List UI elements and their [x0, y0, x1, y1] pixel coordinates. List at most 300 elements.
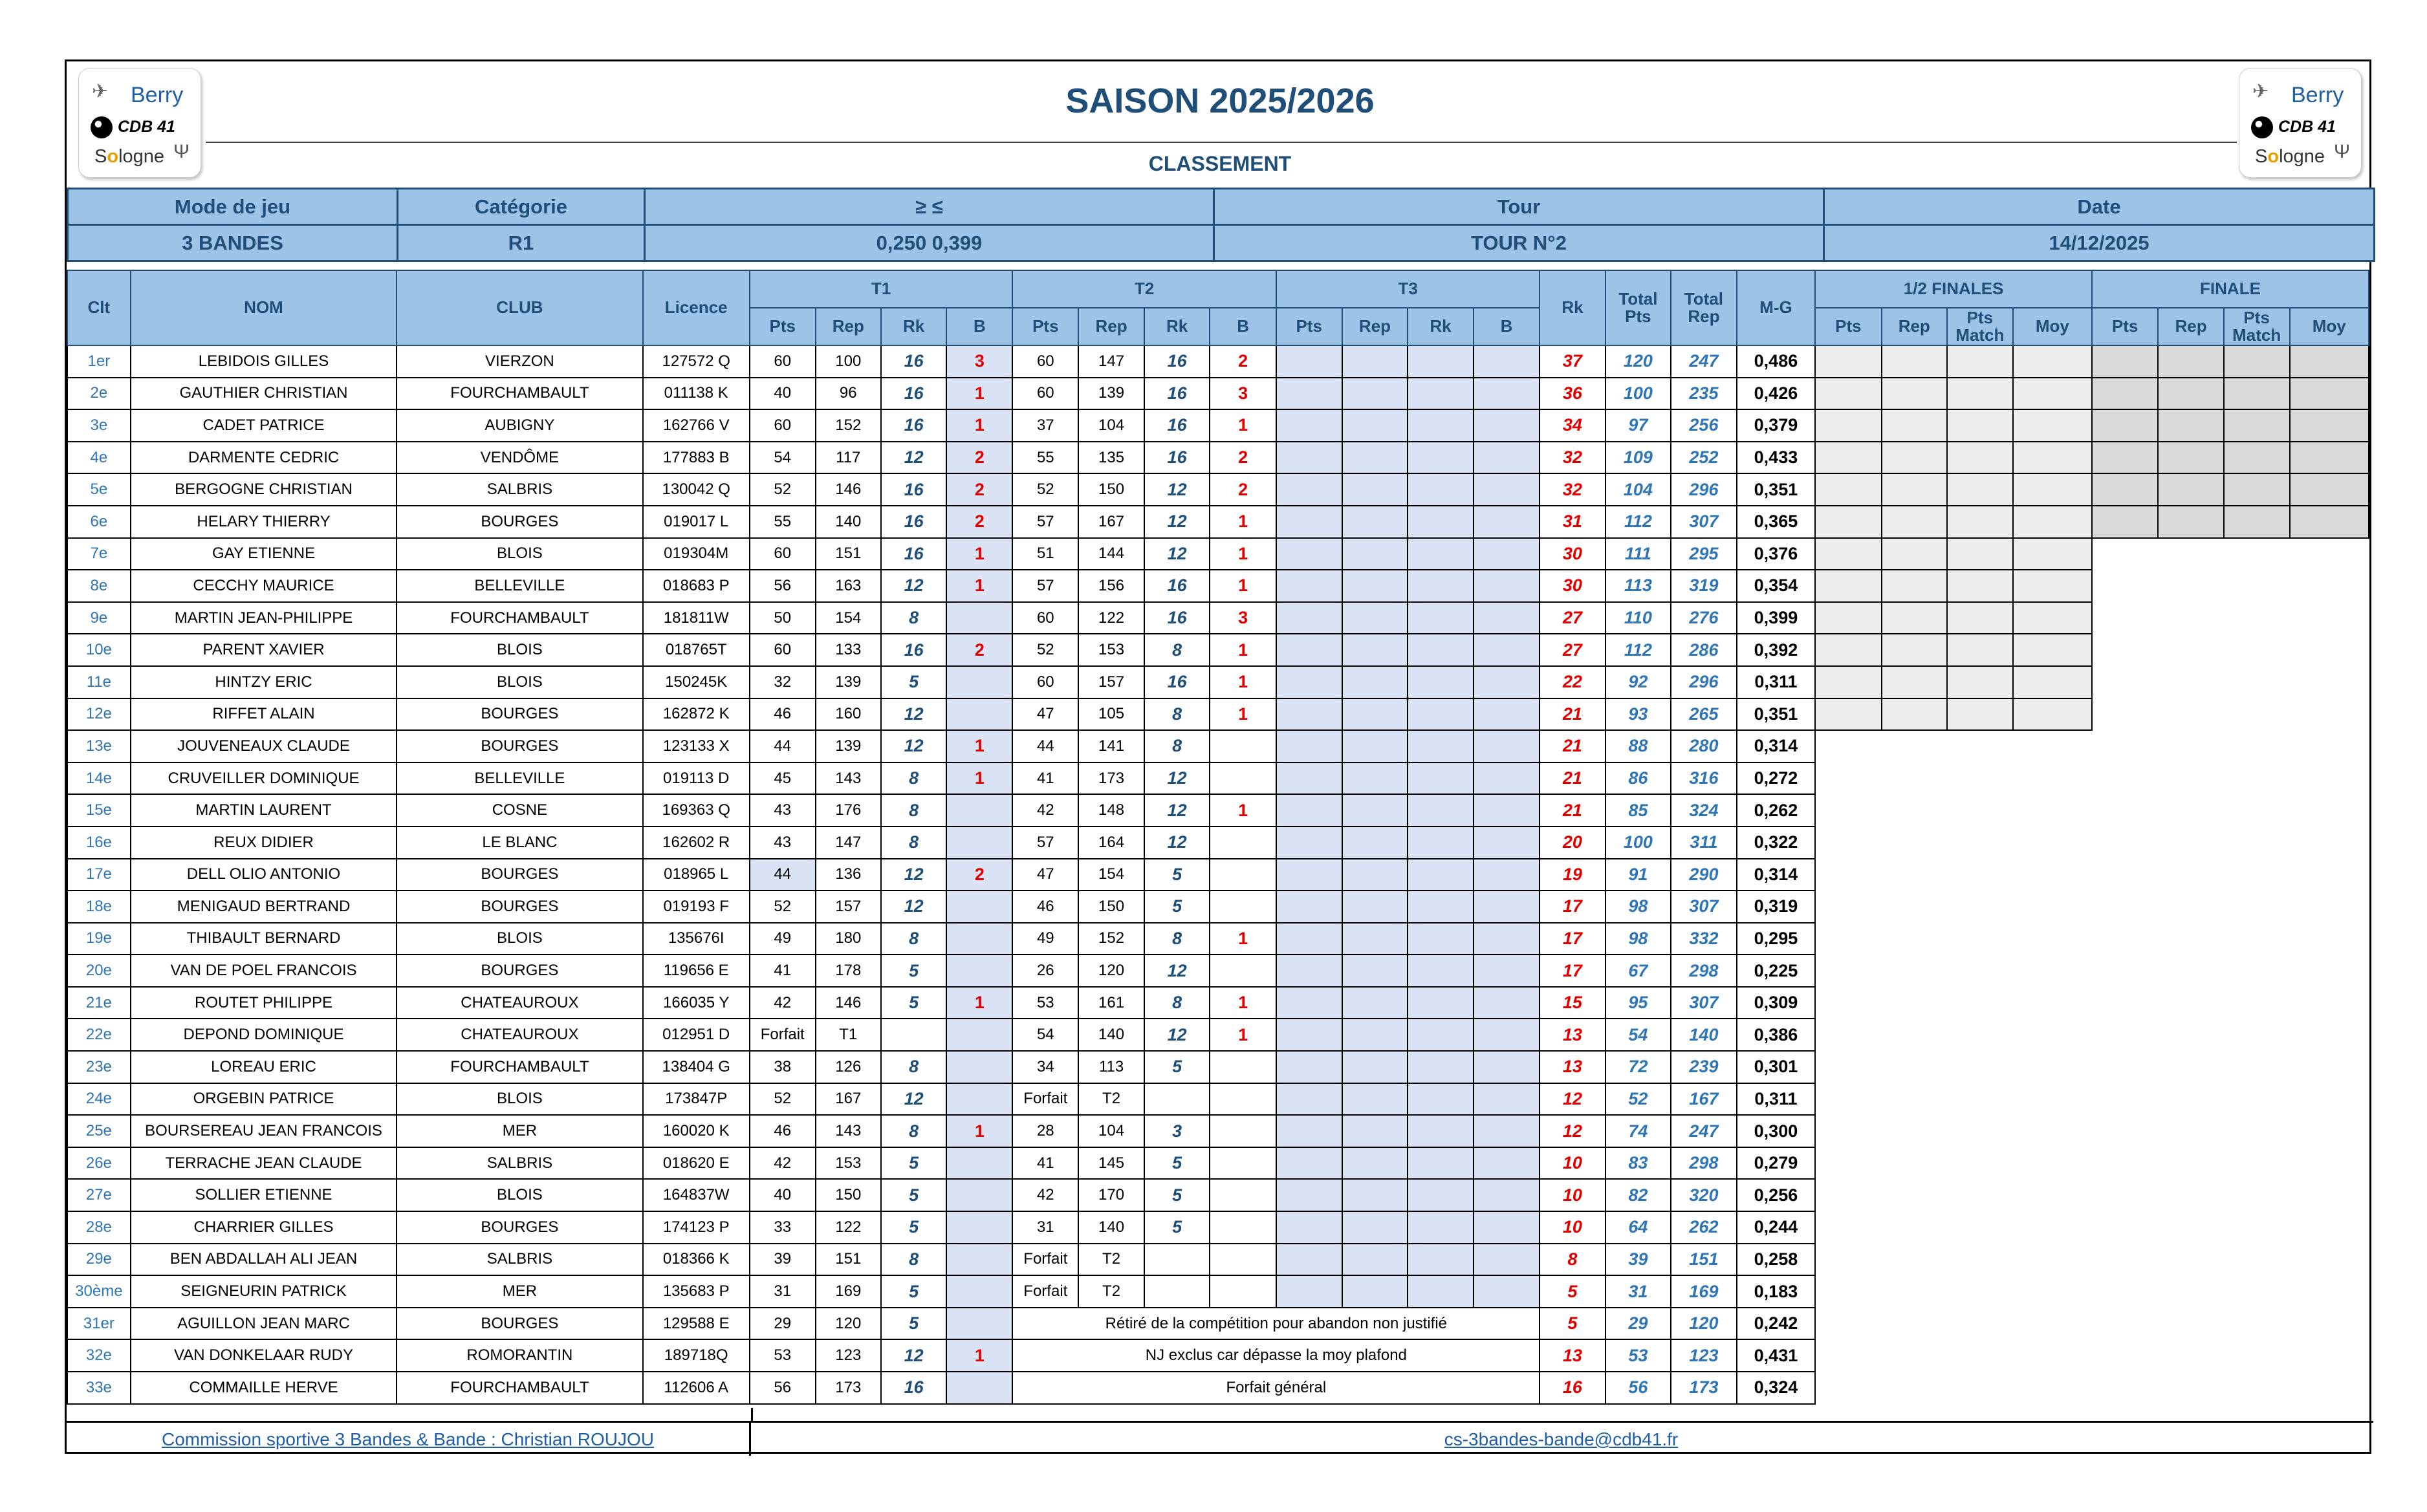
total-rep: 262: [1671, 1211, 1737, 1244]
total-rep: 319: [1671, 570, 1737, 602]
empty-cell: [2224, 1083, 2290, 1116]
t3-rk: [1408, 859, 1474, 891]
col-finale: FINALE: [2092, 270, 2369, 308]
subcol-final-moy: Moy: [2013, 308, 2092, 345]
empty-cell: [2158, 1019, 2223, 1051]
empty-cell: [1947, 1019, 2013, 1051]
col-t1: T1: [750, 270, 1013, 308]
demi-final-cell: [1947, 634, 2013, 666]
player-name: MENIGAUD BERTRAND: [131, 891, 397, 923]
final-cell: [2224, 345, 2290, 378]
empty-cell: [2092, 891, 2158, 923]
empty-cell: [1947, 730, 2013, 762]
t3-rk: [1408, 506, 1474, 538]
t2-rep: 161: [1078, 987, 1144, 1019]
licence-number: 011138 K: [643, 378, 750, 410]
t2-b: 1: [1210, 666, 1276, 698]
rank-cell: 9e: [67, 602, 131, 634]
total-rep: 167: [1671, 1083, 1737, 1116]
demi-final-cell: [2013, 698, 2092, 731]
footer: [67, 1421, 2373, 1456]
table-row: [67, 1019, 2369, 1051]
t1-rk: 16: [881, 473, 946, 506]
table-row: [67, 794, 2369, 826]
title-divider: [206, 142, 2237, 143]
t1-b: 1: [946, 762, 1012, 795]
t2-rk: 16: [1144, 442, 1210, 474]
final-cell: [2092, 442, 2158, 474]
empty-cell: [2158, 891, 2223, 923]
t2-rep: 167: [1078, 506, 1144, 538]
t2-pts: 41: [1012, 1147, 1078, 1180]
t1-rep: 151: [816, 538, 881, 570]
club-name: BOURGES: [397, 955, 642, 987]
licence-number: 019304M: [643, 538, 750, 570]
rank-cell: 27e: [67, 1179, 131, 1211]
t2-rep: 154: [1078, 859, 1144, 891]
commission-link[interactable]: Commission sportive 3 Bandes & Bande : Christian ROUJOU: [67, 1423, 751, 1456]
player-name: DARMENTE CEDRIC: [131, 442, 397, 474]
t3-rep: [1342, 634, 1408, 666]
table-row: [67, 1115, 2369, 1147]
t2-rep: T2: [1078, 1083, 1144, 1116]
t3-rep: [1342, 442, 1408, 474]
t1-rk: 5: [881, 1147, 946, 1180]
empty-cell: [2224, 1275, 2290, 1308]
empty-cell: [2224, 1051, 2290, 1083]
t2-pts: 47: [1012, 859, 1078, 891]
t3-rep: [1342, 345, 1408, 378]
remark-cell: Forfait général: [1012, 1372, 1540, 1404]
t3-pts: [1276, 698, 1342, 731]
t1-b: [946, 1372, 1012, 1404]
t2-rk: 5: [1144, 891, 1210, 923]
rank-cell: 22e: [67, 1019, 131, 1051]
total-rep: 295: [1671, 538, 1737, 570]
final-cell: [2158, 473, 2223, 506]
player-name: DELL OLIO ANTONIO: [131, 859, 397, 891]
empty-cell: [2092, 955, 2158, 987]
t1-rep: 140: [816, 506, 881, 538]
t1-rk: 12: [881, 442, 946, 474]
col-club: CLUB: [397, 270, 642, 345]
average-mg: 0,365: [1737, 506, 1815, 538]
total-pts: 56: [1605, 1372, 1671, 1404]
empty-cell: [2290, 730, 2369, 762]
rank-cell: 31er: [67, 1308, 131, 1340]
table-row: [67, 1339, 2369, 1372]
t3-rep: [1342, 859, 1408, 891]
licence-number: 130042 Q: [643, 473, 750, 506]
t1-rep: T1: [816, 1019, 881, 1051]
table-row: [67, 506, 2369, 538]
t2-rk: 12: [1144, 1019, 1210, 1051]
t2-rep: 144: [1078, 538, 1144, 570]
final-cell: [2158, 506, 2223, 538]
logo-berry: Berry: [2291, 83, 2344, 107]
empty-cell: [2158, 698, 2223, 731]
demi-final-cell: [1815, 666, 1881, 698]
rank-total: 21: [1540, 762, 1605, 795]
final-cell: [2290, 442, 2369, 474]
t2-rk: 5: [1144, 1211, 1210, 1244]
rank-cell: 1er: [67, 345, 131, 378]
demi-final-cell: [1947, 442, 2013, 474]
page-subtitle: CLASSEMENT: [1148, 152, 1292, 175]
subcol-rk: Rk: [1144, 308, 1210, 345]
t2-pts: 52: [1012, 473, 1078, 506]
total-pts: 86: [1605, 762, 1671, 795]
empty-cell: [2158, 826, 2223, 859]
t1-rep: 117: [816, 442, 881, 474]
final-cell: [2224, 409, 2290, 442]
table-row: [67, 345, 2369, 378]
t2-pts: 49: [1012, 923, 1078, 955]
demi-final-cell: [1882, 698, 1947, 731]
t3-b: [1474, 1211, 1540, 1244]
t1-rep: 100: [816, 345, 881, 378]
average-mg: 0,351: [1737, 698, 1815, 731]
total-pts: 91: [1605, 859, 1671, 891]
t1-rk: 5: [881, 1308, 946, 1340]
club-name: FOURCHAMBAULT: [397, 378, 642, 410]
empty-cell: [1815, 762, 1881, 795]
average-mg: 0,272: [1737, 762, 1815, 795]
total-pts: 111: [1605, 538, 1671, 570]
total-rep: 286: [1671, 634, 1737, 666]
demi-final-cell: [2013, 345, 2092, 378]
t1-pts: 43: [750, 794, 816, 826]
empty-cell: [2158, 1147, 2223, 1180]
empty-cell: [2013, 891, 2092, 923]
club-name: BLOIS: [397, 1179, 642, 1211]
rank-cell: 11e: [67, 666, 131, 698]
player-name: HELARY THIERRY: [131, 506, 397, 538]
table-row: [67, 1244, 2369, 1276]
rank-total: 16: [1540, 1372, 1605, 1404]
bird-icon: ✈: [92, 81, 109, 102]
t2-pts: 37: [1012, 409, 1078, 442]
empty-cell: [2290, 666, 2369, 698]
empty-cell: [1947, 1051, 2013, 1083]
demi-final-cell: [1815, 473, 1881, 506]
player-name: SOLLIER ETIENNE: [131, 1179, 397, 1211]
t2-rep: 156: [1078, 570, 1144, 602]
table-row: [67, 826, 2369, 859]
demi-final-cell: [1815, 442, 1881, 474]
average-mg: 0,433: [1737, 442, 1815, 474]
empty-cell: [2224, 923, 2290, 955]
t1-rk: 5: [881, 1211, 946, 1244]
licence-number: 112606 A: [643, 1372, 750, 1404]
player-name: ROUTET PHILIPPE: [131, 987, 397, 1019]
email-link[interactable]: cs-3bandes-bande@cdb41.fr: [1444, 1429, 1679, 1449]
t1-rk: 12: [881, 1083, 946, 1116]
demi-final-cell: [2013, 602, 2092, 634]
subcol-pts: Pts: [1276, 308, 1342, 345]
average-mg: 0,242: [1737, 1308, 1815, 1340]
empty-cell: [1815, 1372, 1881, 1404]
total-rep: 296: [1671, 666, 1737, 698]
subcol-rep: Rep: [816, 308, 881, 345]
range-label: ≥ ≤: [645, 189, 1214, 225]
total-pts: 74: [1605, 1115, 1671, 1147]
t3-b: [1474, 730, 1540, 762]
final-cell: [2224, 378, 2290, 410]
empty-cell: [2158, 1051, 2223, 1083]
t3-rep: [1342, 1115, 1408, 1147]
club-name: BELLEVILLE: [397, 762, 642, 795]
empty-cell: [2158, 923, 2223, 955]
club-name: BOURGES: [397, 891, 642, 923]
t2-rk: 3: [1144, 1115, 1210, 1147]
t3-b: [1474, 506, 1540, 538]
demi-final-cell: [1947, 570, 2013, 602]
t1-rep: 143: [816, 762, 881, 795]
t3-rep: [1342, 698, 1408, 731]
t2-pts: 42: [1012, 1179, 1078, 1211]
t1-pts: 52: [750, 473, 816, 506]
rank-total: 27: [1540, 634, 1605, 666]
t3-rep: [1342, 891, 1408, 923]
empty-cell: [1815, 1115, 1881, 1147]
empty-cell: [2290, 1244, 2369, 1276]
licence-number: 169363 Q: [643, 794, 750, 826]
empty-cell: [2290, 826, 2369, 859]
t3-pts: [1276, 1244, 1342, 1276]
t2-b: 2: [1210, 473, 1276, 506]
empty-cell: [1882, 923, 1947, 955]
demi-final-cell: [1882, 442, 1947, 474]
average-mg: 0,351: [1737, 473, 1815, 506]
t3-rk: [1408, 1179, 1474, 1211]
t1-rk: 16: [881, 345, 946, 378]
t2-rk: 12: [1144, 955, 1210, 987]
player-name: JOUVENEAUX CLAUDE: [131, 730, 397, 762]
total-rep: 290: [1671, 859, 1737, 891]
t1-b: [946, 1179, 1012, 1211]
total-rep: 307: [1671, 891, 1737, 923]
t1-b: [946, 1051, 1012, 1083]
t1-rep: 151: [816, 1244, 881, 1276]
total-rep: 140: [1671, 1019, 1737, 1051]
t3-pts: [1276, 345, 1342, 378]
t1-pts: 42: [750, 987, 816, 1019]
t3-b: [1474, 538, 1540, 570]
subcol-b: B: [1474, 308, 1540, 345]
player-name: VAN DONKELAAR RUDY: [131, 1339, 397, 1372]
t1-b: [946, 923, 1012, 955]
empty-cell: [2224, 666, 2290, 698]
empty-cell: [2013, 1275, 2092, 1308]
rank-cell: 15e: [67, 794, 131, 826]
empty-cell: [1815, 794, 1881, 826]
demi-final-cell: [1815, 409, 1881, 442]
empty-cell: [1815, 923, 1881, 955]
t2-b: [1210, 826, 1276, 859]
t1-rk: [881, 1019, 946, 1051]
empty-cell: [2158, 1083, 2223, 1116]
t1-b: 1: [946, 1339, 1012, 1372]
empty-cell: [2158, 1308, 2223, 1340]
club-name: BLOIS: [397, 666, 642, 698]
total-rep: 332: [1671, 923, 1737, 955]
rank-total: 21: [1540, 730, 1605, 762]
total-rep: 239: [1671, 1051, 1737, 1083]
empty-cell: [2290, 698, 2369, 731]
average-mg: 0,392: [1737, 634, 1815, 666]
average-mg: 0,244: [1737, 1211, 1815, 1244]
empty-cell: [1882, 1372, 1947, 1404]
rank-total: 32: [1540, 442, 1605, 474]
t1-b: [946, 1147, 1012, 1180]
rank-cell: 16e: [67, 826, 131, 859]
empty-cell: [2290, 891, 2369, 923]
empty-cell: [1947, 826, 2013, 859]
table-row: [67, 859, 2369, 891]
t2-pts: 60: [1012, 666, 1078, 698]
t1-rk: 12: [881, 859, 946, 891]
t1-rk: 12: [881, 698, 946, 731]
t2-pts: 41: [1012, 762, 1078, 795]
t3-rep: [1342, 378, 1408, 410]
average-mg: 0,379: [1737, 409, 1815, 442]
t3-b: [1474, 794, 1540, 826]
t1-rep: 143: [816, 1115, 881, 1147]
t1-b: [946, 602, 1012, 634]
t3-rk: [1408, 378, 1474, 410]
empty-cell: [2013, 1244, 2092, 1276]
t3-pts: [1276, 859, 1342, 891]
t1-rk: 16: [881, 409, 946, 442]
table-row: [67, 730, 2369, 762]
t1-pts: 46: [750, 1115, 816, 1147]
t3-rep: [1342, 730, 1408, 762]
t2-pts: 42: [1012, 794, 1078, 826]
demi-final-cell: [1882, 506, 1947, 538]
club-name: BOURGES: [397, 1308, 642, 1340]
empty-cell: [2013, 1211, 2092, 1244]
empty-cell: [2224, 1211, 2290, 1244]
t1-rep: 139: [816, 666, 881, 698]
t1-rep: 120: [816, 1308, 881, 1340]
rank-total: 13: [1540, 1019, 1605, 1051]
t1-rk: 12: [881, 1339, 946, 1372]
t1-rep: 163: [816, 570, 881, 602]
t1-rk: 12: [881, 891, 946, 923]
t3-pts: [1276, 1019, 1342, 1051]
average-mg: 0,311: [1737, 666, 1815, 698]
demi-final-cell: [1815, 570, 1881, 602]
t2-rk: 16: [1144, 378, 1210, 410]
empty-cell: [2158, 602, 2223, 634]
empty-cell: [2013, 762, 2092, 795]
table-row: [67, 698, 2369, 731]
t2-b: [1210, 730, 1276, 762]
t2-rk: 12: [1144, 473, 1210, 506]
rank-cell: 24e: [67, 1083, 131, 1116]
rank-total: 17: [1540, 923, 1605, 955]
empty-cell: [2224, 826, 2290, 859]
empty-cell: [1882, 955, 1947, 987]
t3-b: [1474, 923, 1540, 955]
t3-rep: [1342, 1179, 1408, 1211]
demi-final-cell: [1815, 538, 1881, 570]
demi-final-cell: [1882, 666, 1947, 698]
club-name: CHATEAUROUX: [397, 987, 642, 1019]
competition-info-table: [67, 188, 2375, 262]
table-row: [67, 442, 2369, 474]
t2-b: 1: [1210, 506, 1276, 538]
empty-cell: [2290, 1019, 2369, 1051]
player-name: DEPOND DOMINIQUE: [131, 1019, 397, 1051]
total-pts: 39: [1605, 1244, 1671, 1276]
empty-cell: [2224, 538, 2290, 570]
demi-final-cell: [1947, 345, 2013, 378]
subcol-b: B: [946, 308, 1012, 345]
player-name: GAUTHIER CHRISTIAN: [131, 378, 397, 410]
subcol-rk: Rk: [881, 308, 946, 345]
t1-pts: 44: [750, 859, 816, 891]
t1-pts: 52: [750, 1083, 816, 1116]
club-name: BLOIS: [397, 634, 642, 666]
average-mg: 0,314: [1737, 730, 1815, 762]
empty-cell: [2290, 538, 2369, 570]
empty-cell: [2224, 570, 2290, 602]
table-header-row-1: [67, 270, 2369, 308]
total-rep: 311: [1671, 826, 1737, 859]
total-rep: 169: [1671, 1275, 1737, 1308]
total-rep: 298: [1671, 955, 1737, 987]
t3-rep: [1342, 923, 1408, 955]
table-row: [67, 762, 2369, 795]
licence-number: 123133 X: [643, 730, 750, 762]
t1-pts: 43: [750, 826, 816, 859]
empty-cell: [2013, 1019, 2092, 1051]
empty-cell: [2013, 859, 2092, 891]
empty-cell: [2224, 1115, 2290, 1147]
t1-rk: 5: [881, 1275, 946, 1308]
t1-rep: 160: [816, 698, 881, 731]
t1-rk: 16: [881, 378, 946, 410]
empty-cell: [1947, 987, 2013, 1019]
t3-b: [1474, 987, 1540, 1019]
rank-total: 30: [1540, 570, 1605, 602]
player-name: CECCHY MAURICE: [131, 570, 397, 602]
t3-rep: [1342, 794, 1408, 826]
empty-cell: [1947, 1147, 2013, 1180]
licence-number: 019017 L: [643, 506, 750, 538]
demi-final-cell: [1882, 378, 1947, 410]
player-name: LOREAU ERIC: [131, 1051, 397, 1083]
t2-rk: [1144, 1244, 1210, 1276]
total-rep: 247: [1671, 1115, 1737, 1147]
player-name: VAN DE POEL FRANCOIS: [131, 955, 397, 987]
licence-number: 018965 L: [643, 859, 750, 891]
t3-rk: [1408, 442, 1474, 474]
player-name: SEIGNEURIN PATRICK: [131, 1275, 397, 1308]
mode-label: Mode de jeu: [68, 189, 398, 225]
empty-cell: [2013, 1372, 2092, 1404]
t1-b: [946, 1019, 1012, 1051]
rank-cell: 10e: [67, 634, 131, 666]
empty-cell: [2158, 1115, 2223, 1147]
t3-rk: [1408, 762, 1474, 795]
t3-rep: [1342, 826, 1408, 859]
t2-b: 1: [1210, 794, 1276, 826]
empty-cell: [2092, 923, 2158, 955]
empty-cell: [2092, 762, 2158, 795]
